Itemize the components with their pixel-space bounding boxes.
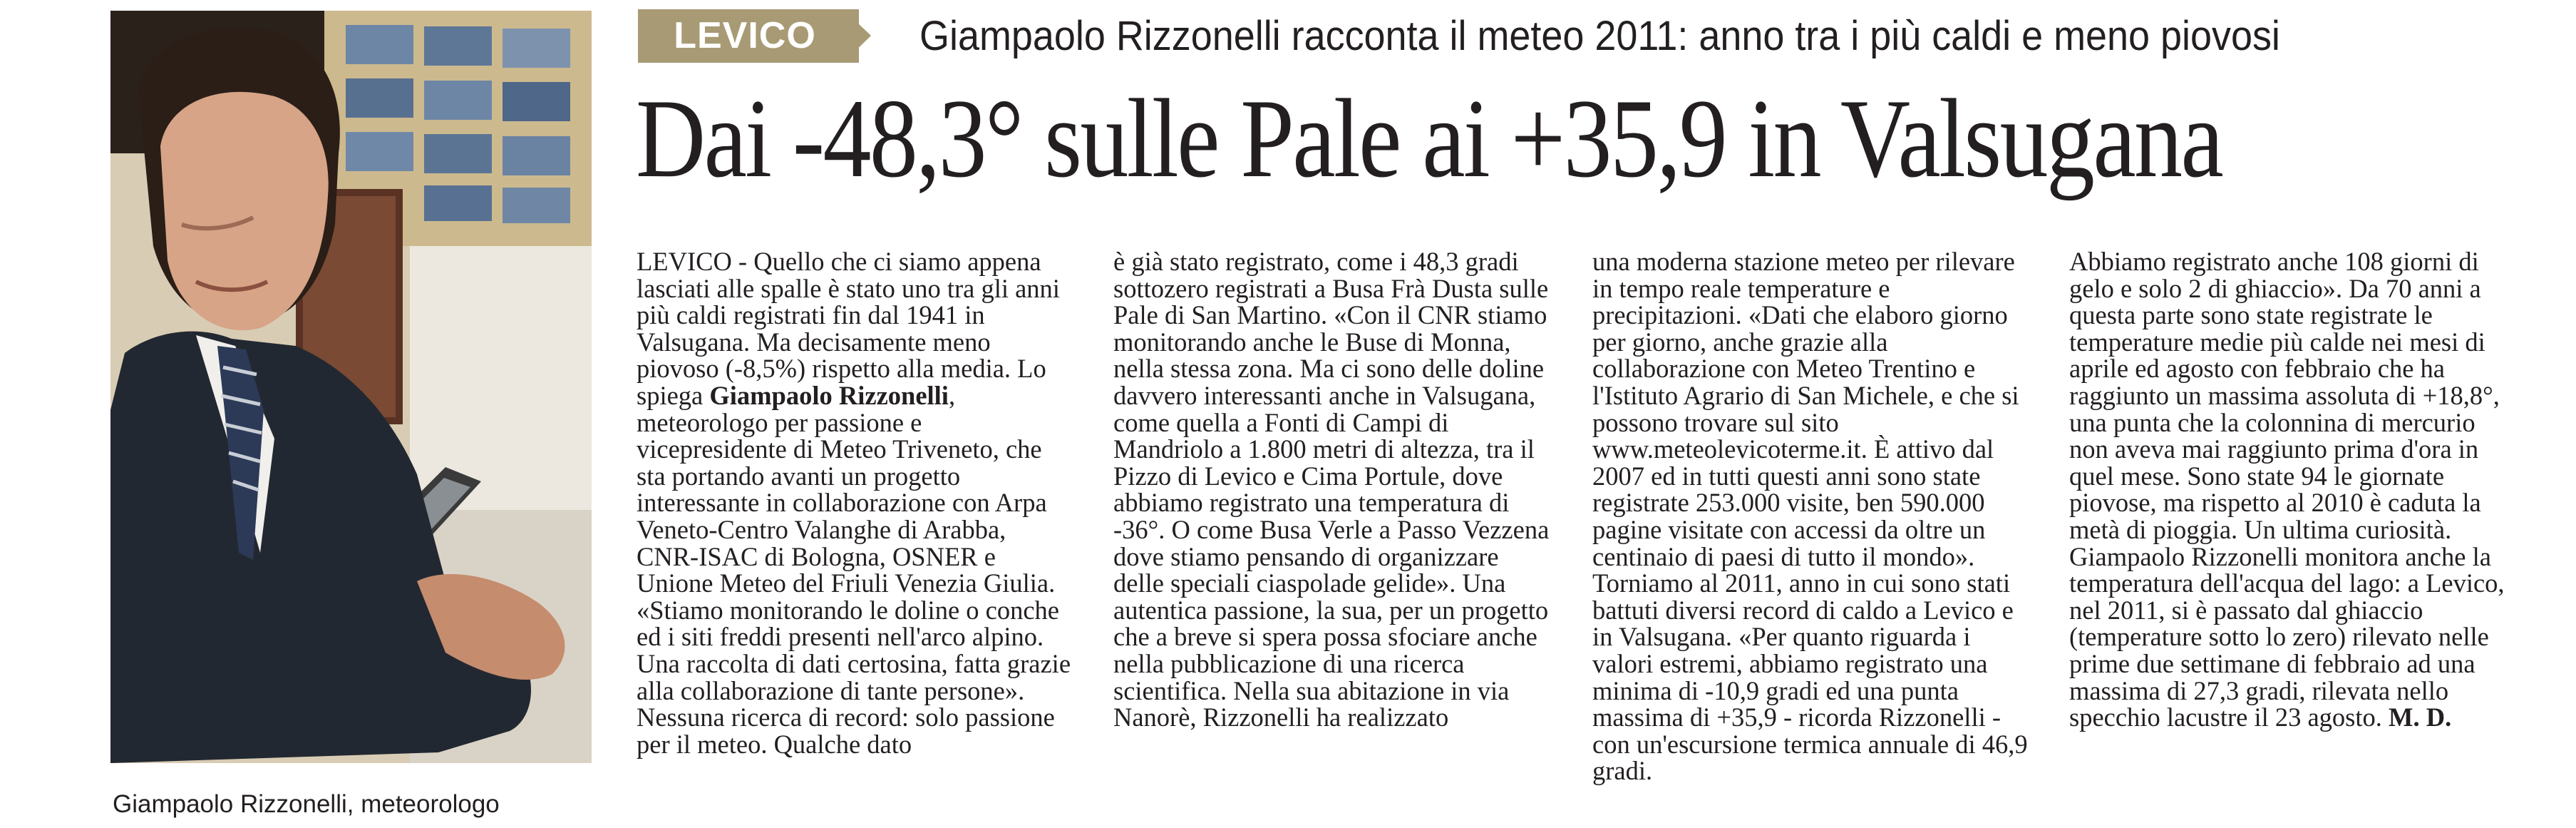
article-paragraph: è già stato registrato, come i 48,3 gradi sottozero registrati a Busa Frà Dusta sulle Pale di San Martino. «Con il CNR stiamo monitorando anche le Buse di Monna, nella stessa zona. Ma ci sono delle doline davvero interessanti anche in Valsugana, come quella a Fonti di Campi di Mandriolo a 1.800 metri di altezza, tra il Pizzo di Levico e Cima Portule, dove abbiamo registrato una temperatura di -36°. O come Busa Verle a Passo Vezzena dove stiamo pensando di organizzare delle speciali ciaspolade gelide». Una autentica passione, la sua, per un progetto che a breve si spera possa sfociare anche nella pubblicazione di una ricerca scientifica. Nella sua abitazione in via Nanorè, Rizzonelli ha realizzato	[1113, 247, 1550, 732]
article-paragraph: una moderna stazione meteo per rilevare in tempo reale temperature e precipitazioni. «Dati che elaboro giorno per giorno, anche grazie alla collaborazione con Meteo Trentino e l'Istituto Agrario di San Michele, e che si possono trovare sul sito www.meteolevicoterme.it. È attivo dal 2007 ed in tutti questi anni sono state registrate 253.000 visite, ben 590.000 pagine visitate con accessi da oltre un centinaio di paesi di tutto il mondo». Torniamo al 2011, anno in cui sono stati battuti diversi record di caldo a Levico e in Valsugana. «Per quanto riguarda i valori estremi, abbiamo registrato una minima di -10,9 gradi ed una punta massima di +35,9 - ricorda Rizzonelli - con un'escursione termica annuale di 46,9 gradi.	[1592, 247, 2028, 786]
section-tag-label: LEVICO	[674, 15, 816, 56]
article-paragraph	[2069, 248, 2505, 731]
author-signature: M. D.	[2389, 702, 2452, 732]
article-text: , meteorologo per passione e vicepresidente di Meteo Triveneto, che sta portando avanti un progetto interessante in collaborazione con Arpa Veneto-Centro Valanghe di Arabba, CNR-ISAC di Bologna, OSNER e Unione Meteo del Friuli Venezia Giulia. «Stiamo monitorando le doline o conche ed i siti freddi presenti nell'arco alpino. Una raccolta di dati certosina, fatta grazie alla collaborazione di tante persone». Nessuna ricerca di record: solo passione per il meteo. Qualche dato	[637, 380, 1071, 759]
article-column-2	[1113, 248, 1550, 819]
kicker-line: Giampaolo Rizzonelli racconta il meteo 2011: anno tra i più caldi e meno piovosi	[919, 13, 2280, 59]
headline: Dai -48,3° sulle Pale ai +35,9 in Valsugana	[636, 76, 2222, 201]
article-paragraph	[637, 248, 1073, 757]
portrait-illustration	[110, 11, 592, 763]
article-text: LEVICO - Quello che ci siamo appena lasciati alle spalle è stato uno tra gli anni più caldi registrati fin dal 1941 in Valsugana. Ma decisamente meno piovoso (-8,5%) rispetto alla media. Lo spiega	[637, 247, 1060, 410]
photo-caption: Giampaolo Rizzonelli, meteorologo	[113, 790, 500, 818]
article-text: Abbiamo registrato anche 108 giorni di gelo e solo 2 di ghiaccio». Da 70 anni a questa parte sono state registrate le temperature medie più calde nei mesi di aprile ed agosto con febbraio che ha raggiunto un massima assoluta di +18,8°, una punta che la colonnina di mercurio non aveva mai raggiunto prima d'ora in quel mese. Sono state 94 le giornate piovose, ma rispetto al 2010 è caduta la metà di pioggia. Un ultima curiosità. Giampaolo Rizzonelli monitora anche la temperatura dell'acqua del lago: a Levico, nel 2011, si è passato dal ghiaccio (temperature sotto lo zero) rilevato nelle prime due settimane di febbraio ad una massima di 27,3 gradi, rilevata nello specchio lacustre il 23 agosto.	[2069, 247, 2505, 732]
article-column-1	[637, 248, 1073, 819]
person-name: Giampaolo Rizzonelli	[709, 380, 949, 410]
article-column-4	[2069, 248, 2505, 819]
section-tag	[638, 9, 871, 63]
portrait-photo	[110, 11, 592, 763]
article-column-3	[1592, 248, 2029, 819]
